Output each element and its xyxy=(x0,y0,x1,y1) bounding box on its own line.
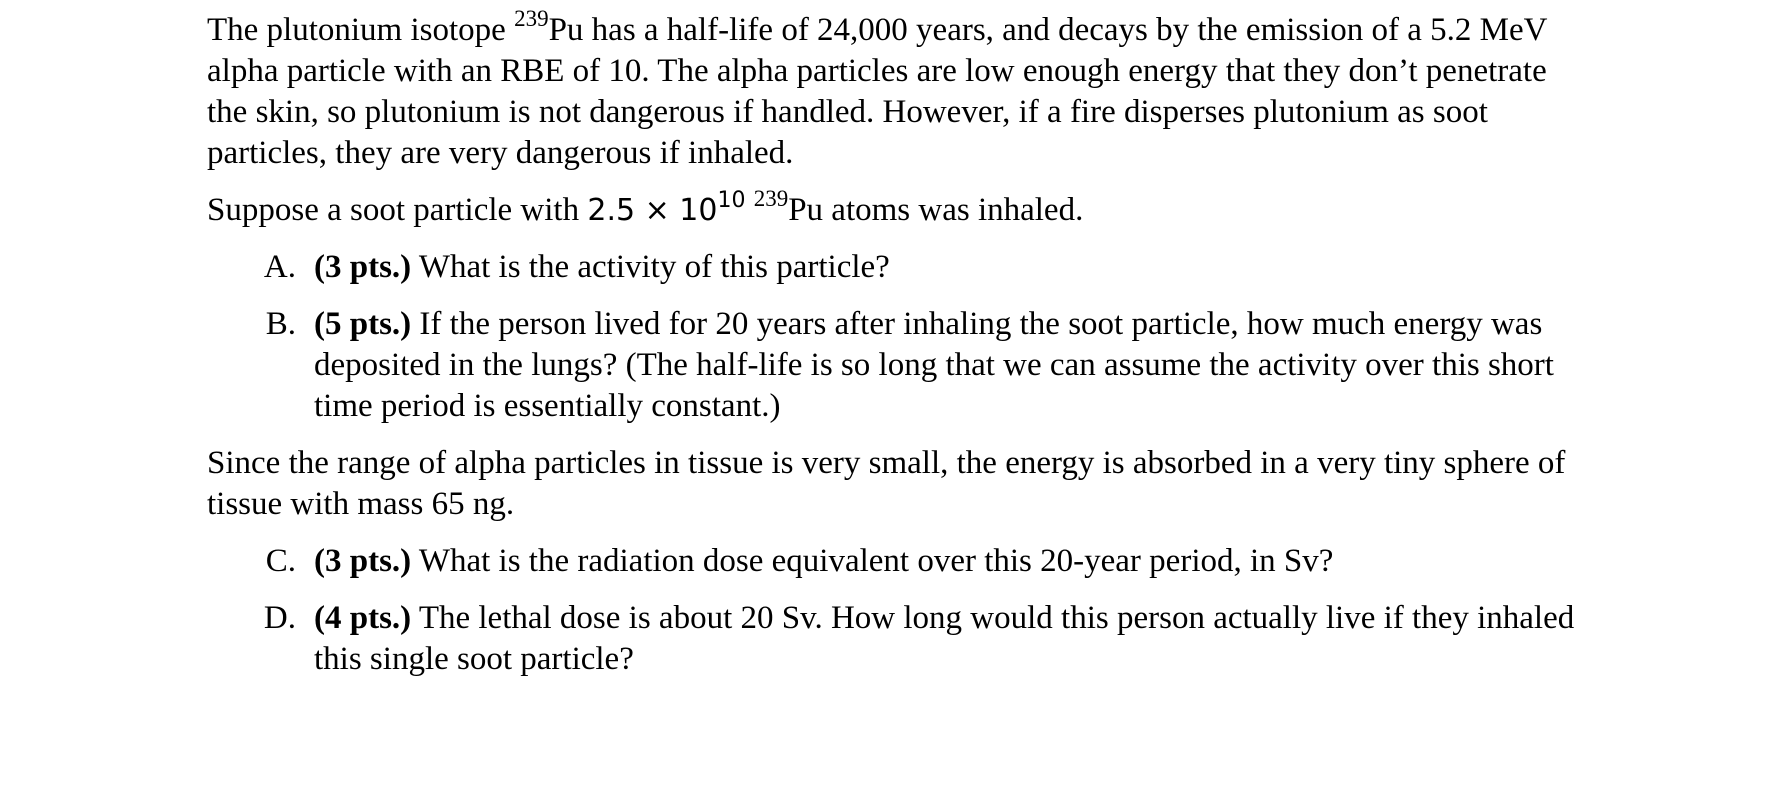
scenario-text-rest: Pu atoms was inhaled. xyxy=(788,192,1084,228)
question-letter: D. xyxy=(263,600,296,636)
question-text: The lethal dose is about 20 Sv. How long would this person actually live if they inhaled this single soot particle? xyxy=(314,600,1575,677)
question-points: (3 pts.) xyxy=(314,249,412,285)
intro-paragraph xyxy=(207,6,1587,174)
question-body xyxy=(314,598,1587,680)
intro-text-start: The plutonium isotope xyxy=(207,12,515,48)
context-paragraph: Since the range of alpha particles in tissue is very small, the energy is absorbed in a very tiny sphere of tissue with mass 65 ng. xyxy=(207,445,1566,522)
document xyxy=(207,6,1587,696)
question-body xyxy=(314,304,1587,427)
question-c xyxy=(207,541,1587,582)
question-points: (3 pts.) xyxy=(314,543,412,579)
question-text: What is the radiation dose equivalent over this 20-year period, in Sv? xyxy=(411,543,1334,579)
question-letter: B. xyxy=(265,306,296,342)
question-d xyxy=(207,598,1587,680)
question-b xyxy=(207,304,1587,427)
question-letter: A. xyxy=(263,249,296,285)
question-list-2 xyxy=(207,541,1587,680)
question-body xyxy=(314,541,1587,582)
atom-count-exponent: 10 xyxy=(717,188,746,213)
question-body xyxy=(314,247,1587,288)
question-points: (4 pts.) xyxy=(314,600,412,636)
isotope-mass-superscript: 239 xyxy=(753,186,789,211)
question-text: What is the activity of this particle? xyxy=(411,249,890,285)
scenario-paragraph xyxy=(207,186,1587,231)
question-points: (5 pts.) xyxy=(314,306,412,342)
question-text: If the person lived for 20 years after inhaling the soot particle, how much energy was deposited in the lungs? (The half-life is so long that we can assume the activity over this short time period is essentially constant.) xyxy=(314,306,1554,424)
question-a xyxy=(207,247,1587,288)
question-list-1 xyxy=(207,247,1587,427)
atom-count xyxy=(587,188,746,228)
atom-count-coefficient: 2.5 × 10 xyxy=(587,193,718,228)
isotope-mass-superscript: 239 xyxy=(514,6,549,31)
intro-text-rest: Pu has a half-life of 24,000 years, and decays by the emission of a 5.2 MeV alpha particle with an RBE of 10. The alpha particles are low enough energy that they don’t penetrate the skin, so plutonium is not dangerous if handled. However, if a fire disperses plutonium as soot particles, they are very dangerous if inhaled. xyxy=(207,12,1547,171)
scenario-text-start: Suppose a soot particle with xyxy=(207,192,588,228)
question-letter: C. xyxy=(265,543,296,579)
